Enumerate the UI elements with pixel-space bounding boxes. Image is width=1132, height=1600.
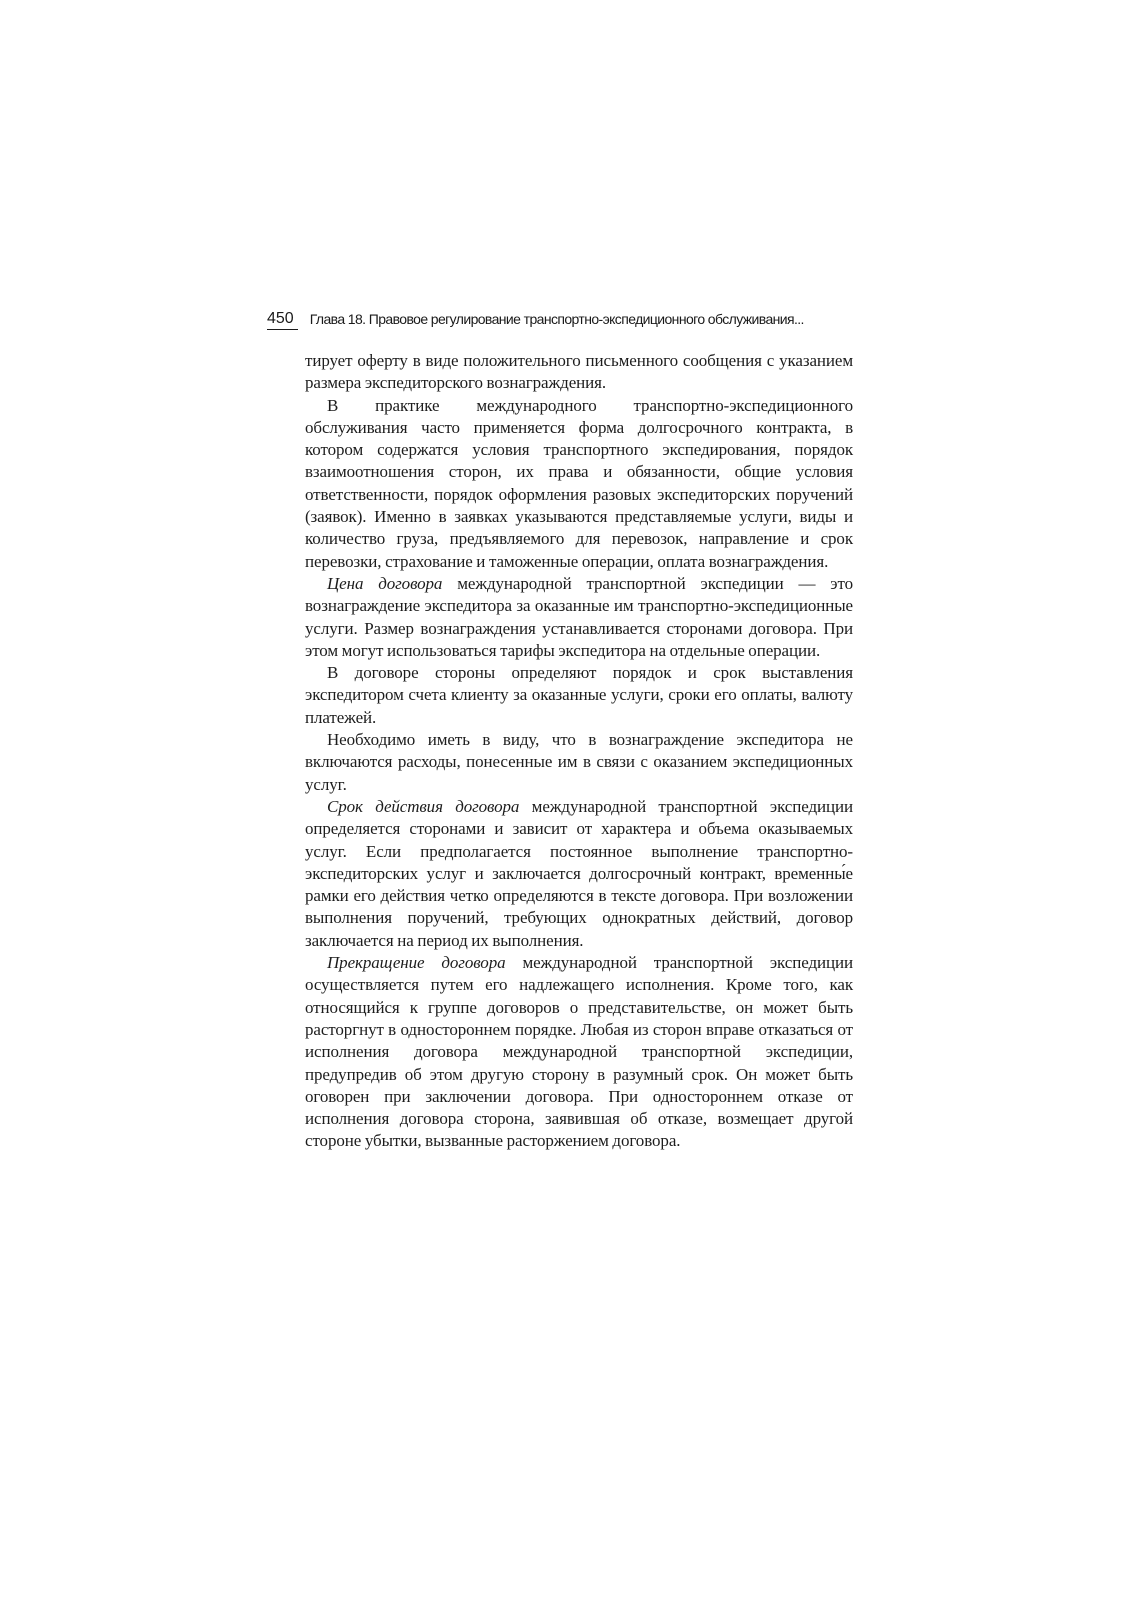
- body-text: [305, 350, 853, 1153]
- paragraph-2-text: В практике международного транспортно-экспедиционного обслуживания часто применяется форма долгосрочного контракта, в котором содержатся условия транспортного экспедирования, порядок взаимоотношения сторон, их права и обязанности, общие условия ответственности, порядок оформления разовых экспедиторских поручений (заявок). Именно в заявках указываются представляемые услуги, виды и количество груза, предъявляемого для перевозок, направление и срок перевозки, страхование и таможенные операции, оплата вознаграждения.: [305, 395, 853, 571]
- paragraph-2: [305, 395, 853, 573]
- page-number: 450: [267, 310, 298, 330]
- running-head: Глава 18. Правовое регулирование транспортно-экспедиционного обслуживания...: [309, 311, 804, 327]
- term-contract-price: Цена договора: [327, 573, 443, 593]
- paragraph-5: [305, 729, 853, 796]
- paragraph-5-text: Необходимо иметь в виду, что в вознаграждение экспедитора не включаются расходы, понесенные им в связи с оказанием экспедиционных услуг.: [305, 730, 853, 794]
- term-contract-duration: Срок действия договора: [327, 796, 520, 816]
- paragraph-3-text: международной транспортной экспедиции — это вознаграждение экспедитора за оказанные им транспортно-экспедиционные услуги. Размер вознаграждения устанавливается сторонами договора. При этом могут использоваться тарифы экспедитора на отдельные операции.: [305, 573, 853, 660]
- paragraph-3: [305, 573, 853, 662]
- page-header: [267, 304, 867, 330]
- paragraph-1: [305, 350, 853, 395]
- paragraph-7: [305, 952, 853, 1153]
- paragraph-7-text: международной транспортной экспедиции осуществляется путем его надлежащего исполнения. Кроме того, как относящийся к группе договоров о представительстве, он может быть расторгнут в одностороннем порядке. Любая из сторон вправе отказаться от исполнения договора международной транспортной экспедиции, предупредив об этом другую сторону в разумный срок. Он может быть оговорен при заключении договора. При одностороннем отказе от исполнения договора сторона, заявившая об отказе, возмещает другой стороне убытки, вызванные расторжением договора.: [305, 953, 853, 1151]
- paragraph-6-text: международной транспортной экспедиции определяется сторонами и зависит от характера и объема оказываемых услуг. Если предполагается постоянное выполнение транспортно-экспедиторских услуг и заключается долгосрочный контракт, временны́е рамки его действия четко определяются в тексте договора. При возложении выполнения поручений, требующих однократных действий, договор заключается на период их выполнения.: [305, 796, 854, 950]
- term-contract-termination: Прекращение договора: [327, 953, 506, 973]
- paragraph-1-text: тирует оферту в виде положительного письменного сообщения с указанием размера экспедиторского вознаграждения.: [305, 351, 853, 393]
- paragraph-4: [305, 662, 853, 729]
- paragraph-6: [305, 796, 853, 952]
- paragraph-4-text: В договоре стороны определяют порядок и срок выставления экспедитором счета клиенту за оказанные услуги, сроки его оплаты, валюту платежей.: [305, 663, 853, 727]
